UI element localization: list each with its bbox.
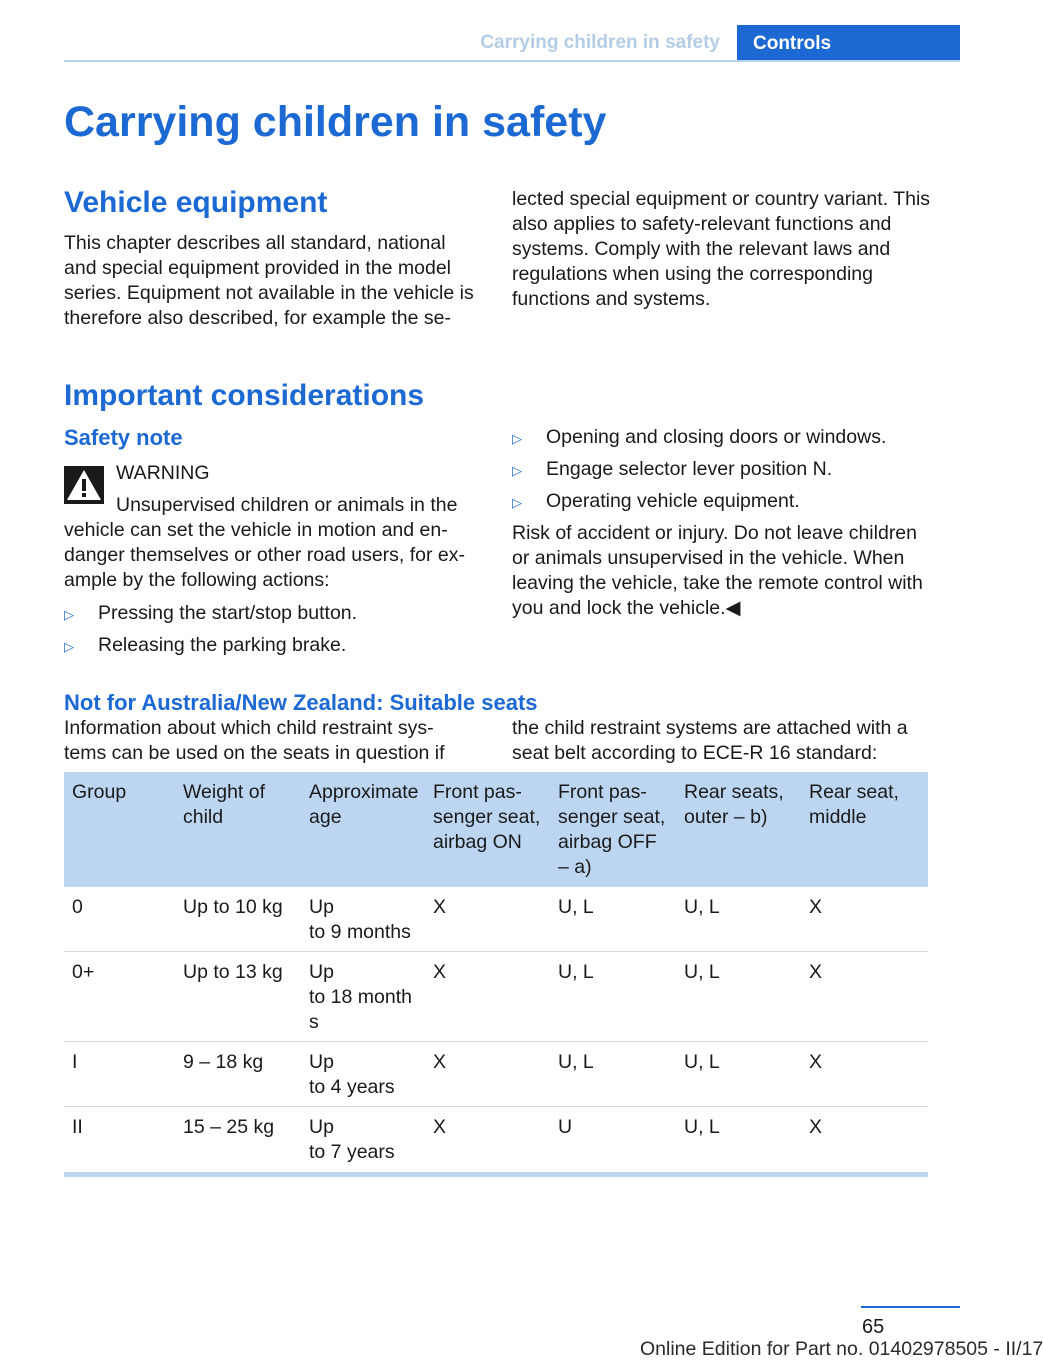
table-header-cell: Front passenger seat, airbag ON [433,781,541,853]
seats-text-right: the child restraint systems are attached with a seat belt according to ECE-R 16 standard: [512,717,908,764]
table-cell: X [809,1051,823,1073]
table-cell: 9 – 18 kg [183,1051,264,1073]
table-cell: Up to 18 month s [309,961,412,1033]
bullet-item: ▷ Operating vehicle equipment. [512,489,932,514]
bullet-item: ▷ Engage selector lever position N. [512,457,932,482]
header-rule [64,60,960,62]
table-cell: X [433,1116,447,1138]
table-cell: U, L [684,961,720,983]
table-cell: Up to 9 months [309,896,411,943]
triangle-bullet-icon: ▷ [512,463,522,478]
table-cell: Up to 13 kg [183,961,283,983]
bullet-item: ▷ Releasing the parking brake. [64,633,484,658]
triangle-bullet-icon: ▷ [512,431,522,446]
table-cell: X [433,961,447,983]
vehicle-equipment-text-left: This chapter describes all standard, national and special equipment provided in the model series. Equipment not available in the vehicle is therefore also described, for example the se- [64,232,474,329]
child-seat-table [64,772,928,1171]
table-row [64,1042,928,1107]
table-cell: 0 [72,896,83,918]
triangle-bullet-icon: ▷ [512,495,522,510]
table-cell: X [433,896,447,918]
table-cell: U, L [558,961,594,983]
warning-label: WARNING [116,462,210,484]
seats-text-left: Information about which child restraint systems can be used on the seats in question if [64,717,445,764]
bullet-item: ▷ Opening and closing doors or windows. [512,425,932,450]
table-cell: II [72,1116,83,1138]
table-row [64,887,928,952]
table-row [64,1107,928,1171]
table-header-cell: Approximate age [309,781,419,828]
page-number-rule [861,1306,960,1308]
table-cell: U, L [558,896,594,918]
vehicle-equipment-text-right: lected special equipment or country variant. This also applies to safety-relevant functions and systems. Comply with the relevant laws and regulations when using the corresponding functions and systems. [512,188,931,310]
table-header-row [64,772,928,887]
triangle-bullet-icon: ▷ [64,607,74,622]
table-header-cell: Weight of child [183,781,266,828]
table-cell: Up to 4 years [309,1051,395,1098]
page-number: 65 [862,1316,885,1338]
table-cell: 15 – 25 kg [183,1116,275,1138]
table-cell: Up to 7 years [309,1116,395,1163]
table-cell: X [809,896,823,918]
vehicle-equipment-heading: Vehicle equipment [64,186,328,219]
table-header-cell: Front passenger seat, airbag OFF – a) [558,781,666,878]
triangle-bullet-icon: ▷ [64,639,74,654]
table-row [64,952,928,1042]
important-considerations-heading: Important considerations [64,379,425,412]
table-cell: X [433,1051,447,1073]
table-cell: X [809,1116,823,1138]
table-header-cell: Rear seat, middle [809,781,899,828]
page-title: Carrying children in safety [64,98,607,146]
table-cell: U, L [558,1051,594,1073]
safety-note-heading: Safety note [64,425,183,450]
table-cell: I [72,1051,78,1073]
table-bottom-rule [64,1172,928,1177]
table-cell: Up to 10 kg [183,896,283,918]
table-cell: 0+ [72,961,95,983]
footer-edition: Online Edition for Part no. 01402978505 - II/17 [640,1338,1043,1360]
warning-text: Unsupervised children or animals in the vehicle can set the vehicle in motion and endanger themselves or other road users, for example by the following actions: [64,494,466,591]
table-cell: X [809,961,823,983]
risk-paragraph: Risk of accident or injury. Do not leave children or animals unsupervised in the vehicle. When leaving the vehicle, take the remote control with you and lock the vehicle.◀ [512,522,923,619]
table-cell: U [558,1116,573,1138]
table-header-cell: Group [72,781,127,803]
running-header-section: Carrying children in safety [480,32,720,53]
table-header-cell: Rear seats, outer – b) [684,781,784,828]
bullet-item: ▷ Pressing the start/stop button. [64,601,484,626]
suitable-seats-heading: Not for Australia/New Zealand: Suitable seats [64,690,538,715]
running-header-tab: Controls [737,25,960,61]
table-cell: U, L [684,1116,720,1138]
table-cell: U, L [684,1051,720,1073]
table-cell: U, L [684,896,720,918]
